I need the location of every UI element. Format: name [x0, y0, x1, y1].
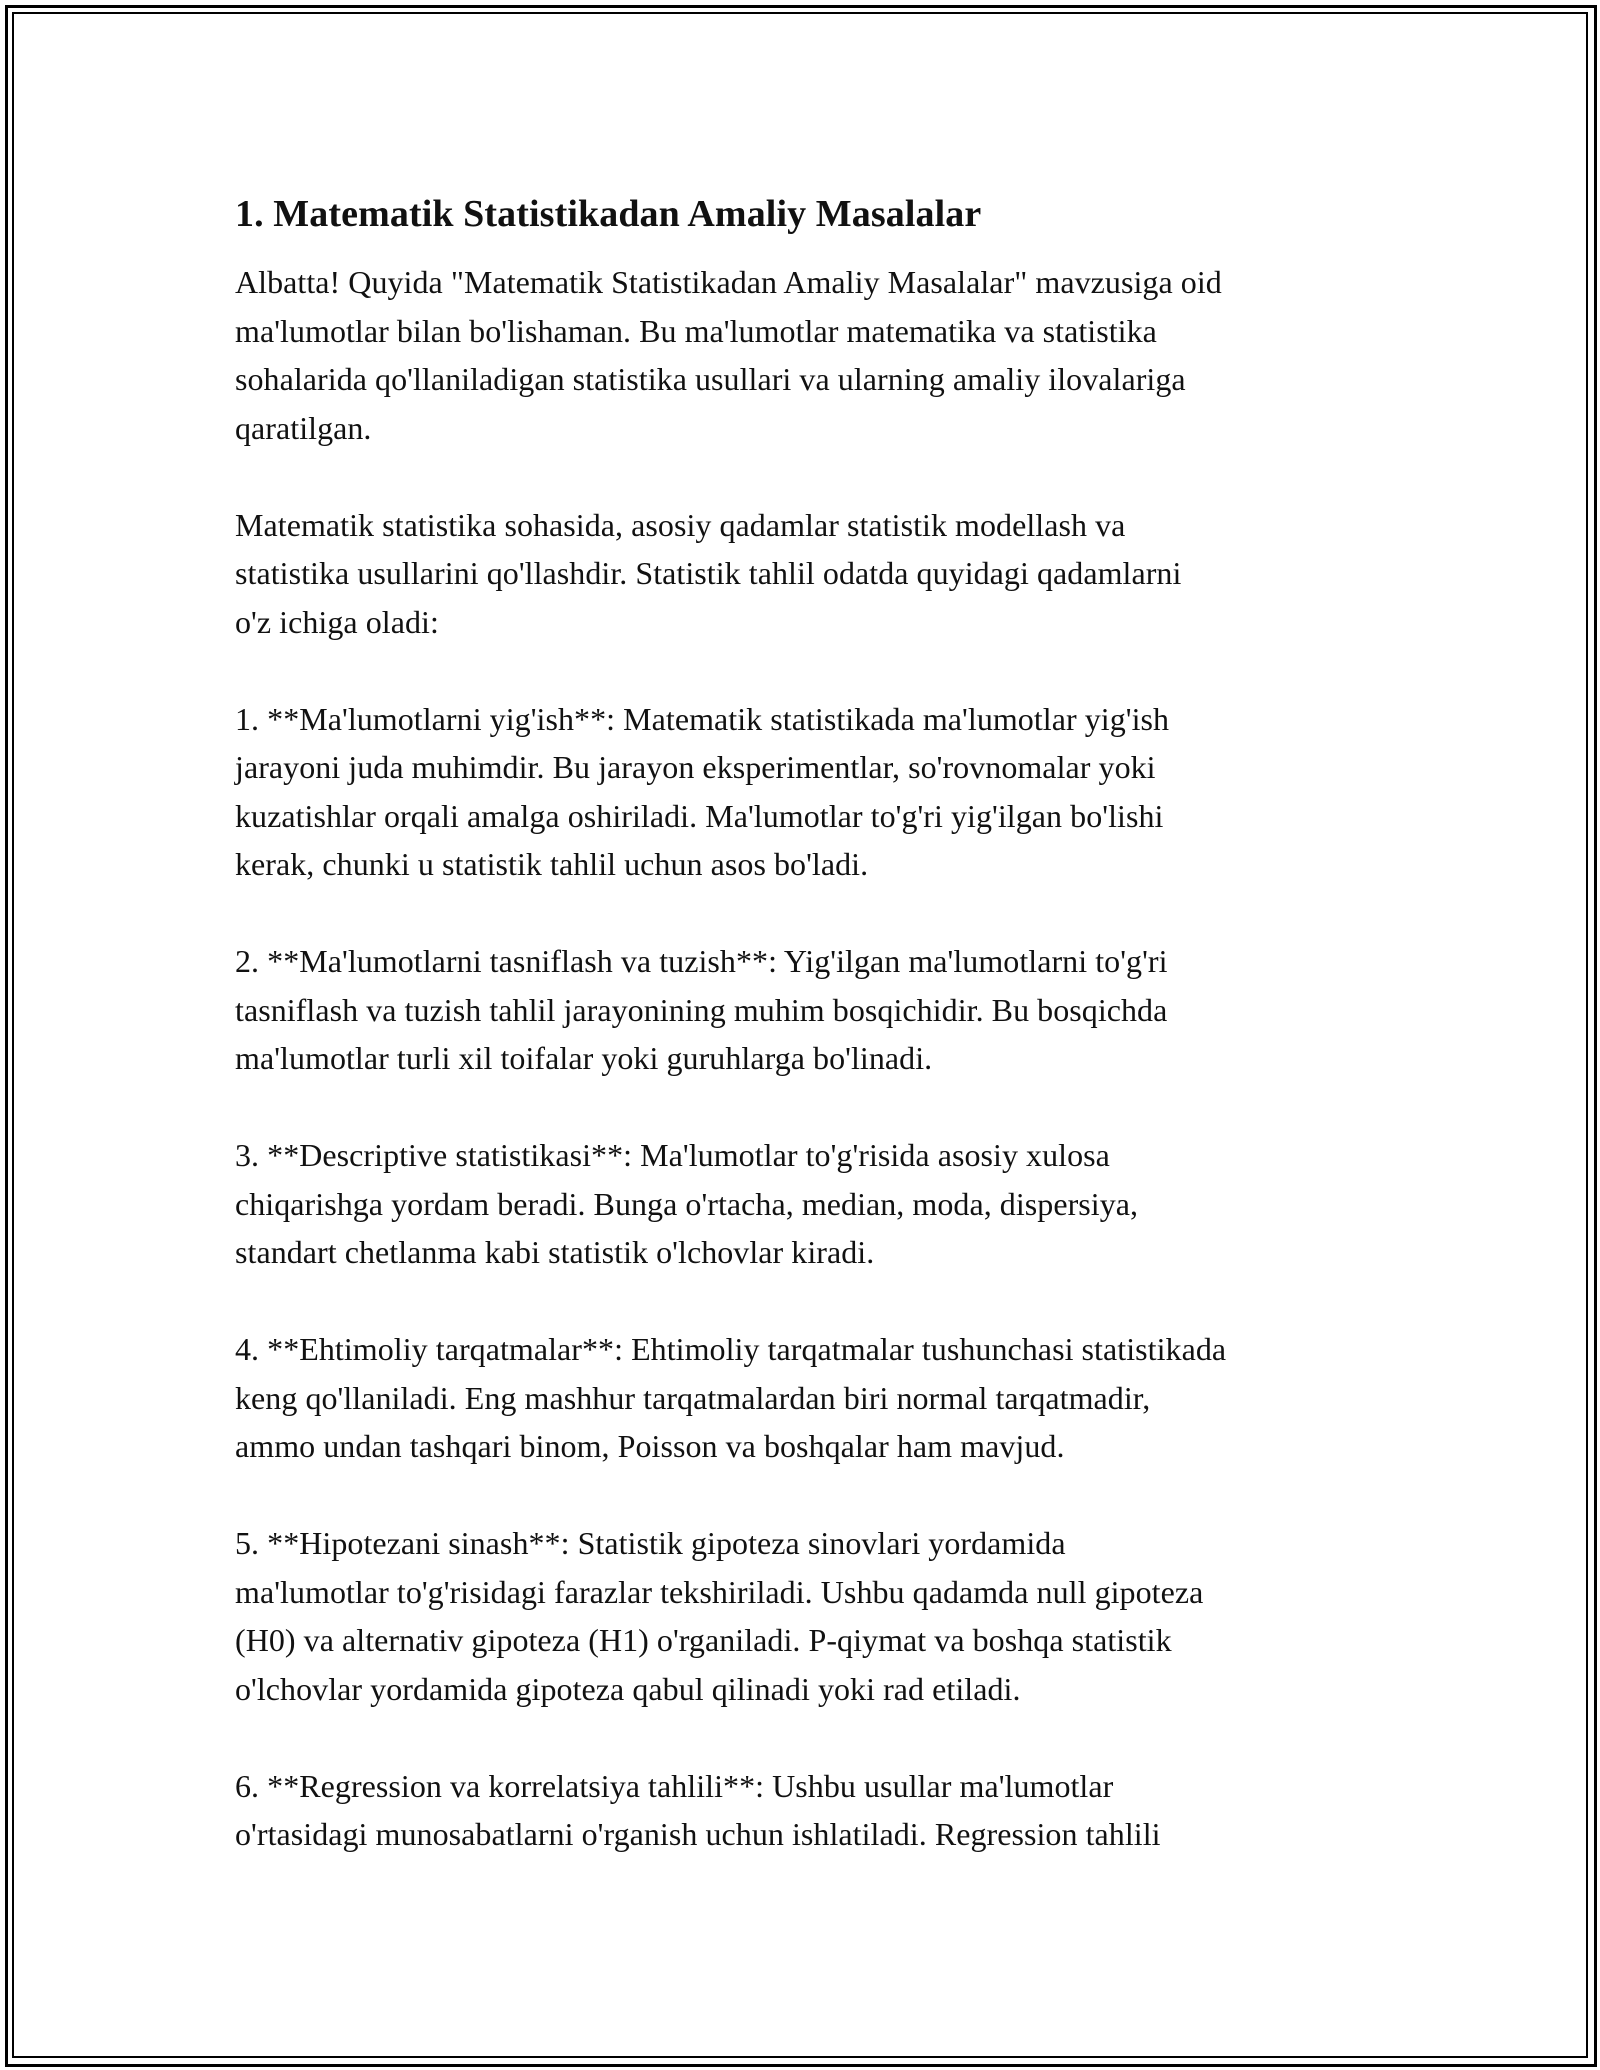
- list-item-hypothesis-testing: 5. **Hipotezani sinash**: Statistik gipoteza sinovlari yordamida ma'lumotlar to'g'risidagi farazlar tekshiriladi. Ushbu qadamda null gipoteza (H0) va alternativ gipoteza (H1) o'rganiladi. P-qiymat va boshqa statistik o'lchovlar yordamida gipoteza qabul qilinadi yoki rad etiladi.: [235, 1525, 1204, 1707]
- intro-paragraph: Albatta! Quyida "Matematik Statistikadan Amaliy Masalalar" mavzusiga oid ma'lumotlar bilan bo'lishaman. Bu ma'lumotlar matematika va statistika sohalarida qo'llaniladigan statistika usullari va ularning amaliy ilovalariga qaratilgan.: [235, 264, 1222, 446]
- list-item-probability-distributions: 4. **Ehtimoliy tarqatmalar**: Ehtimoliy tarqatmalar tushunchasi statistikada keng qo'llaniladi. Eng mashhur tarqatmalardan biri normal tarqatmadir, ammo undan tashqari binom, Poisson va boshqalar ham mavjud.: [235, 1331, 1227, 1464]
- list-item-descriptive-statistics: 3. **Descriptive statistikasi**: Ma'lumotlar to'g'risida asosiy xulosa chiqarishga yordam beradi. Bunga o'rtacha, median, moda, dispersiya, standart chetlanma kabi statistik o'lchovlar kiradi.: [235, 1137, 1139, 1270]
- list-item-classification: 2. **Ma'lumotlarni tasniflash va tuzish**: Yig'ilgan ma'lumotlarni to'g'ri tasniflash va tuzish tahlil jarayonining muhim bosqichidir. Bu bosqichda ma'lumotlar turli xil toifalar yoki guruhlarga bo'linadi.: [235, 943, 1168, 1076]
- overview-paragraph: Matematik statistika sohasida, asosiy qadamlar statistik modellash va statistika usullarini qo'llashdir. Statistik tahlil odatda quyidagi qadamlarni o'z ichiga oladi:: [235, 506, 1182, 640]
- page-title: 1. Matematik Statistikadan Amaliy Masalalar: [235, 193, 982, 235]
- list-item-regression-correlation: 6. **Regression va korrelatsiya tahlili**: Ushbu usullar ma'lumotlar o'rtasidagi munosabatlarni o'rganish uchun ishlatiladi. Regression tahlili: [235, 1767, 1161, 1852]
- list-item-data-collection: 1. **Ma'lumotlarni yig'ish**: Matematik statistikada ma'lumotlar yig'ish jarayoni juda muhimdir. Bu jarayon eksperimentlar, so'rovnomalar yoki kuzatishlar orqali amalga oshiriladi. Ma'lumotlar to'g'ri yig'ilgan bo'lishi kerak, chunki u statistik tahlil uchun asos bo'ladi.: [235, 700, 1170, 882]
- document-page: [235, 188, 1375, 1859]
